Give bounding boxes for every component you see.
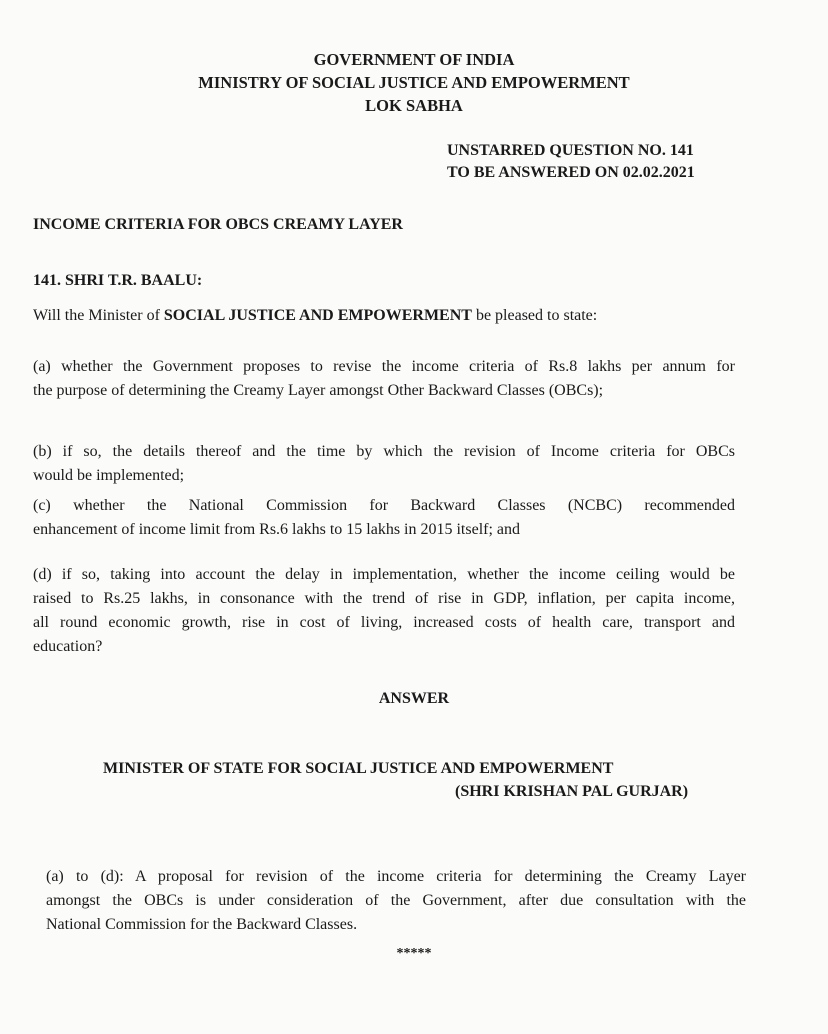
answer-text <box>46 865 746 937</box>
question-d-line-4: education? <box>33 638 103 655</box>
answer-date: TO BE ANSWERED ON 02.02.2021 <box>447 164 695 181</box>
question-c <box>33 494 735 542</box>
question-b <box>33 440 735 488</box>
question-c-line-2: enhancement of income limit from Rs.6 lakhs to 15 lakhs in 2015 itself; and <box>33 521 521 538</box>
question-d-line-1: (d) if so, taking into account the delay in implementation, whether the income ceiling would be <box>33 566 735 583</box>
question-a-line-1: (a) whether the Government proposes to revise the income criteria of Rs.8 lakhs per annum for <box>33 358 735 375</box>
question-intro <box>33 307 597 325</box>
question-b-line-1: (b) if so, the details thereof and the time by which the revision of Income criteria for OBCs <box>33 443 735 460</box>
minister-title: MINISTER OF STATE FOR SOCIAL JUSTICE AND EMPOWERMENT <box>103 760 614 777</box>
question-d-line-2: raised to Rs.25 lakhs, in consonance with the trend of rise in GDP, inflation, per capita income, <box>33 590 735 607</box>
answer-line-3: National Commission for the Backward Classes. <box>46 916 358 933</box>
question-d-line-3: all round economic growth, rise in cost of living, increased costs of health care, transport and <box>33 614 735 631</box>
answer-line-2: amongst the OBCs is under consideration of the Government, after due consultation with the <box>46 892 746 909</box>
header-house: LOK SABHA <box>365 96 463 115</box>
intro-text-before: Will the Minister of <box>33 307 164 324</box>
intro-text-after: be pleased to state: <box>471 307 598 324</box>
question-a-line-2: the purpose of determining the Creamy Layer amongst Other Backward Classes (OBCs); <box>33 382 604 399</box>
question-b-line-2: would be implemented; <box>33 467 185 484</box>
question-subject: INCOME CRITERIA FOR OBCS CREAMY LAYER <box>33 216 403 233</box>
answer-line-1: (a) to (d): A proposal for revision of the income criteria for determining the Creamy Layer <box>46 868 746 885</box>
minister-name: (SHRI KRISHAN PAL GURJAR) <box>455 783 689 800</box>
header-government: GOVERNMENT OF INDIA <box>313 50 515 69</box>
question-a <box>33 355 735 403</box>
question-d <box>33 563 735 659</box>
questioner-name: 141. SHRI T.R. BAALU: <box>33 272 203 289</box>
answer-heading: ANSWER <box>378 690 450 707</box>
question-number: UNSTARRED QUESTION NO. 141 <box>447 142 694 159</box>
header-ministry: MINISTRY OF SOCIAL JUSTICE AND EMPOWERMENT <box>198 73 630 92</box>
intro-ministry: SOCIAL JUSTICE AND EMPOWERMENT <box>163 307 472 324</box>
end-marker: ***** <box>396 946 432 961</box>
question-c-line-1: (c) whether the National Commission for Backward Classes (NCBC) recommended <box>33 497 735 514</box>
